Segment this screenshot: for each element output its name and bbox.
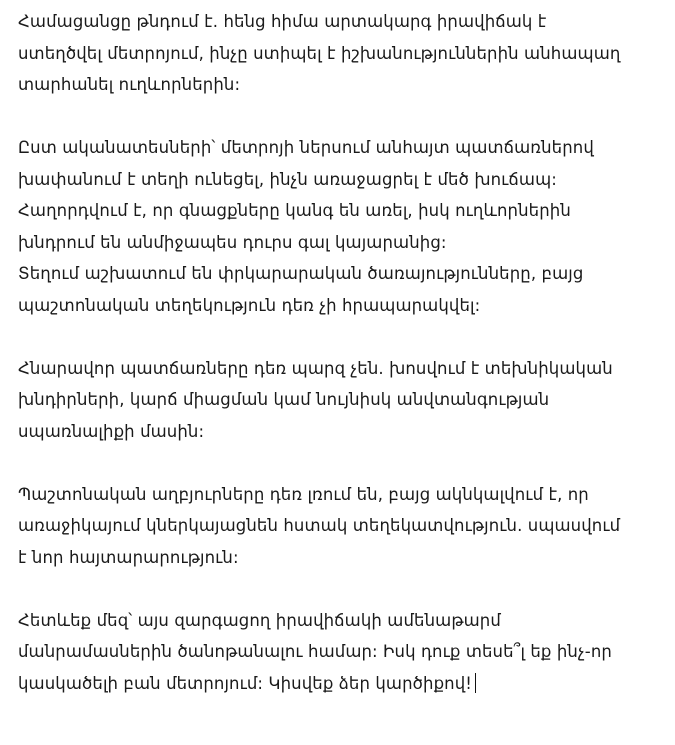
paragraph-1	[18, 6, 663, 101]
text-line: խնդիրների, կարճ միացման կամ նույնիսկ անվտանգության	[18, 390, 550, 409]
text-line: մանրամասներին ծանոթանալու համար: Իսկ դուք տեսե՞լ եք ինչ-որ	[18, 642, 612, 661]
text-line: ստեղծվել մետրոյում, ինչը ստիպել է իշխանություններին անհապաղ	[18, 43, 621, 63]
text-line: խնդրում են անմիջապես դուրս գալ կայարանից:	[18, 232, 447, 252]
text-cursor	[475, 673, 476, 693]
text-line: պաշտոնական տեղեկություն դեռ չի հրապարակվել:	[18, 295, 481, 315]
text-line: խափանում է տեղի ունեցել, ինչն առաջացրել է մեծ խուճապ:	[18, 169, 557, 189]
text-line: տարհանել ուղևորներին:	[18, 75, 241, 94]
text-line: Հաղորդվում է, որ գնացքները կանգ են առել, իսկ ուղևորներին	[18, 201, 571, 220]
text-line: Համացանցը թնդում է. հենց հիմա արտակարգ իրավիճակ է	[18, 12, 547, 31]
text-editor[interactable]	[18, 6, 663, 699]
text-line: Տեղում աշխատում են փրկարարական ծառայությունները, բայց	[18, 264, 584, 283]
text-line: Հնարավոր պատճառները դեռ պարզ չեն. խոսվում է տեխնիկական	[18, 358, 613, 378]
paragraph-3	[18, 353, 663, 448]
text-line: Հետևեք մեզ՝ այս զարգացող իրավիճակի ամենաթարմ	[18, 610, 501, 630]
text-line-last	[18, 668, 663, 700]
paragraph-5	[18, 605, 663, 700]
text-line-last-content: կասկածելի բան մետրոյում: Կիսվեք ձեր կարծիքով!	[18, 673, 473, 693]
text-line: սպառնալիքի մասին:	[18, 421, 205, 441]
paragraph-4	[18, 479, 663, 574]
text-line: է նոր հայտարարություն:	[18, 547, 239, 567]
text-line: Ըստ ականատեսների՝ մետրոյի ներսում անհայտ պատճառներով	[18, 138, 594, 157]
text-line: Պաշտոնական աղբյուրները դեռ լռում են, բայց ակնկալվում է, որ	[18, 484, 589, 504]
text-line: առաջիկայում կներկայացնեն հստակ տեղեկատվություն. սպասվում	[18, 516, 621, 535]
paragraph-2	[18, 132, 663, 321]
